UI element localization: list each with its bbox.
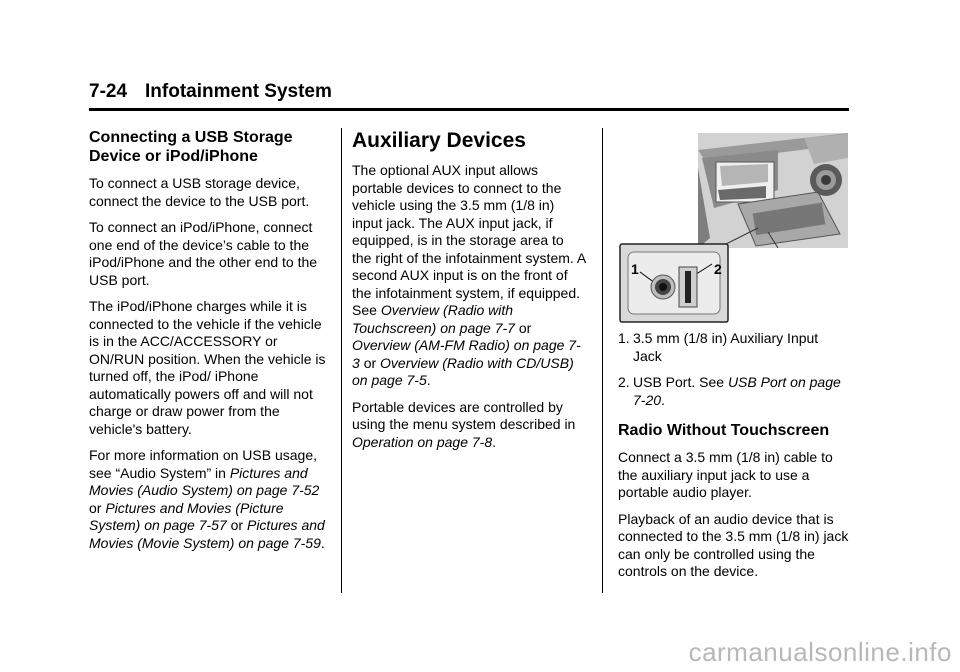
paragraph: Playback of an audio device that is connected to the 3.5 mm (1/8 in) jack can only be controlled using the controls on the device. [618, 510, 849, 579]
cross-reference-link[interactable]: Overview (AM-FM Radio) on page 7-3 [352, 337, 581, 371]
page-header [89, 80, 849, 104]
dashboard-storage-illustration [618, 128, 850, 324]
radio-without-touchscreen-heading: Radio Without Touchscreen [618, 422, 830, 439]
watermark: carmanualsonline.info [688, 637, 952, 667]
callout-2: 2 [714, 261, 722, 277]
cross-reference-link[interactable]: USB Port on page 7-20 [633, 374, 841, 408]
column-right [618, 128, 850, 590]
paragraph: For more information on USB usage, see “Audio System” in Pictures and Movies (Audio System) on page 7-52 or Pictures and Movies (Picture System) on page 7-57 or Pictures and Movies (Movie System) on page 7-59. [89, 447, 325, 551]
paragraph: The optional AUX input allows portable devices to connect to the vehicle using the 3.5 mm (1/8 in) input jack. The AUX input jack, if equipped, is in the storage area to the right of the infotainment system. A second AUX input is on the front of the infotainment system, if equipped. See Overview (Radio with Touchscreen) on page 7-7 or Overview (AM-FM Radio) on page 7-3 or Overview (Radio with CD/USB) on page 7-5. [352, 162, 586, 388]
cross-reference-link[interactable]: Pictures and Movies (Audio System) on page 7-52 [89, 464, 320, 498]
paragraph: Connect a 3.5 mm (1/8 in) cable to the auxiliary input jack to use a portable audio player. [618, 449, 833, 500]
cross-reference-link[interactable]: Operation on page 7-8 [352, 433, 493, 450]
list-item: 2. USB Port. See USB Port on page 7-20. [618, 374, 841, 408]
paragraph: Portable devices are controlled by using the menu system described in Operation on page 7-8. [352, 398, 576, 450]
cross-reference-link[interactable]: Overview (Radio with CD/USB) on page 7-5 [352, 354, 574, 388]
page-number: 7-24 [89, 81, 128, 102]
chapter-title: Infotainment System [145, 81, 332, 102]
column-divider [341, 128, 342, 593]
column-middle [352, 128, 587, 460]
column-left [89, 128, 334, 561]
paragraph: To connect a USB storage device, connect the device to the USB port. [89, 175, 310, 209]
usb-section-heading: Connecting a USB Storage Device or iPod/iPhone [89, 129, 293, 165]
paragraph: The iPod/iPhone charges while it is connected to the vehicle if the vehicle is in the ACC/ACCESSORY or ON/RUN position. When the vehicle is turned off, the iPod/ iPhone automatically powers off and will not charge or draw power from the vehicle's battery. [89, 298, 326, 437]
list-item: 1. 3.5 mm (1/8 in) Auxiliary Input Jack [618, 330, 819, 364]
paragraph: To connect an iPod/iPhone, connect one end of the device’s cable to the iPod/iPhone and the other end to the USB port. [89, 219, 318, 288]
header-rule [89, 108, 849, 111]
column-divider [602, 128, 603, 593]
cross-reference-link[interactable]: Pictures and Movies (Movie System) on page 7-59 [89, 517, 325, 551]
header-title [89, 80, 849, 104]
cross-reference-link[interactable]: Pictures and Movies (Picture System) on page 7-57 [89, 499, 284, 533]
auxiliary-devices-heading: Auxiliary Devices [352, 129, 526, 152]
aux-usb-figure [618, 128, 850, 324]
cross-reference-link[interactable]: Overview (Radio with Touchscreen) on page 7-7 [352, 302, 515, 336]
callout-1: 1 [631, 261, 639, 277]
